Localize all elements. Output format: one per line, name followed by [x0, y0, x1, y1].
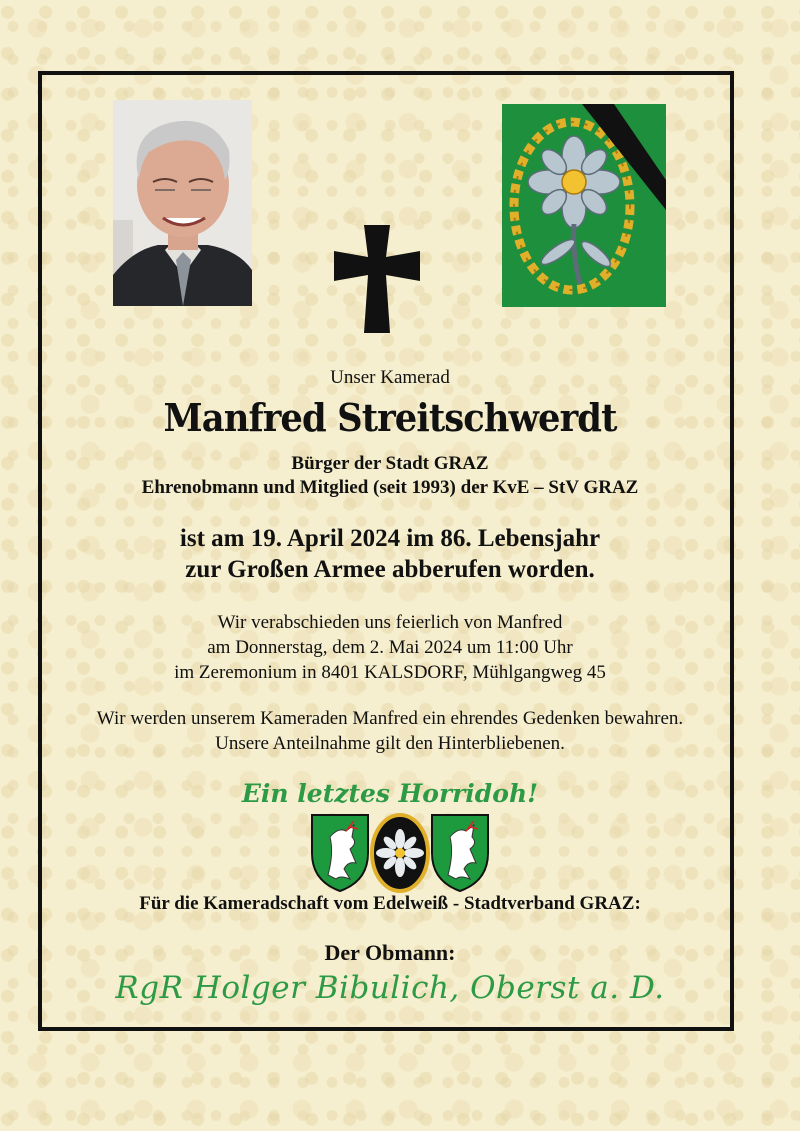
subtitle-block	[40, 452, 740, 500]
deceased-name: Manfred Streitschwerdt	[163, 395, 617, 440]
subtitle-line: Ehrenobmann und Mitglied (seit 1993) der KvE – StV GRAZ	[141, 477, 639, 498]
remembrance-text	[40, 706, 740, 756]
styrian-panther-shield-icon	[312, 815, 368, 891]
headline-line: zur Großen Armee abberufen worden.	[185, 556, 595, 583]
ceremony-line: am Donnerstag, dem 2. Mai 2024 um 11:00 Uhr	[207, 637, 573, 658]
styrian-panther-shield-icon	[432, 815, 488, 891]
edelweiss-badge-icon	[372, 815, 428, 891]
headline-line: ist am 19. April 2024 im 86. Lebensjahr	[179, 525, 601, 552]
edelweiss-emblem-icon	[502, 104, 666, 307]
ceremony-line: Wir verabschieden uns feierlich von Manfred	[217, 612, 563, 633]
subtitle-line: Bürger der Stadt GRAZ	[291, 453, 489, 474]
farewell-greeting: Ein letztes Horridoh!	[241, 779, 539, 808]
shields-row	[310, 813, 490, 893]
ceremony-details	[40, 610, 740, 685]
ceremony-line: im Zeremonium in 8401 KALSDORF, Mühlgangweg 45	[174, 662, 606, 683]
remembrance-line: Wir werden unserem Kameraden Manfred ein ehrendes Gedenken bewahren.	[96, 708, 684, 729]
signature: RgR Holger Bibulich, Oberst a. D.	[115, 970, 665, 1006]
signoff-text: Für die Kameradschaft vom Edelweiß - Stadtverband GRAZ:	[139, 893, 641, 914]
death-announcement	[40, 523, 740, 585]
chairman-label: Der Obmann:	[324, 940, 456, 965]
intro-text: Unser Kamerad	[330, 367, 450, 388]
remembrance-line: Unsere Anteilnahme gilt den Hinterbliebenen.	[215, 733, 565, 754]
cross-icon	[334, 225, 420, 333]
portrait-photo	[113, 100, 252, 306]
